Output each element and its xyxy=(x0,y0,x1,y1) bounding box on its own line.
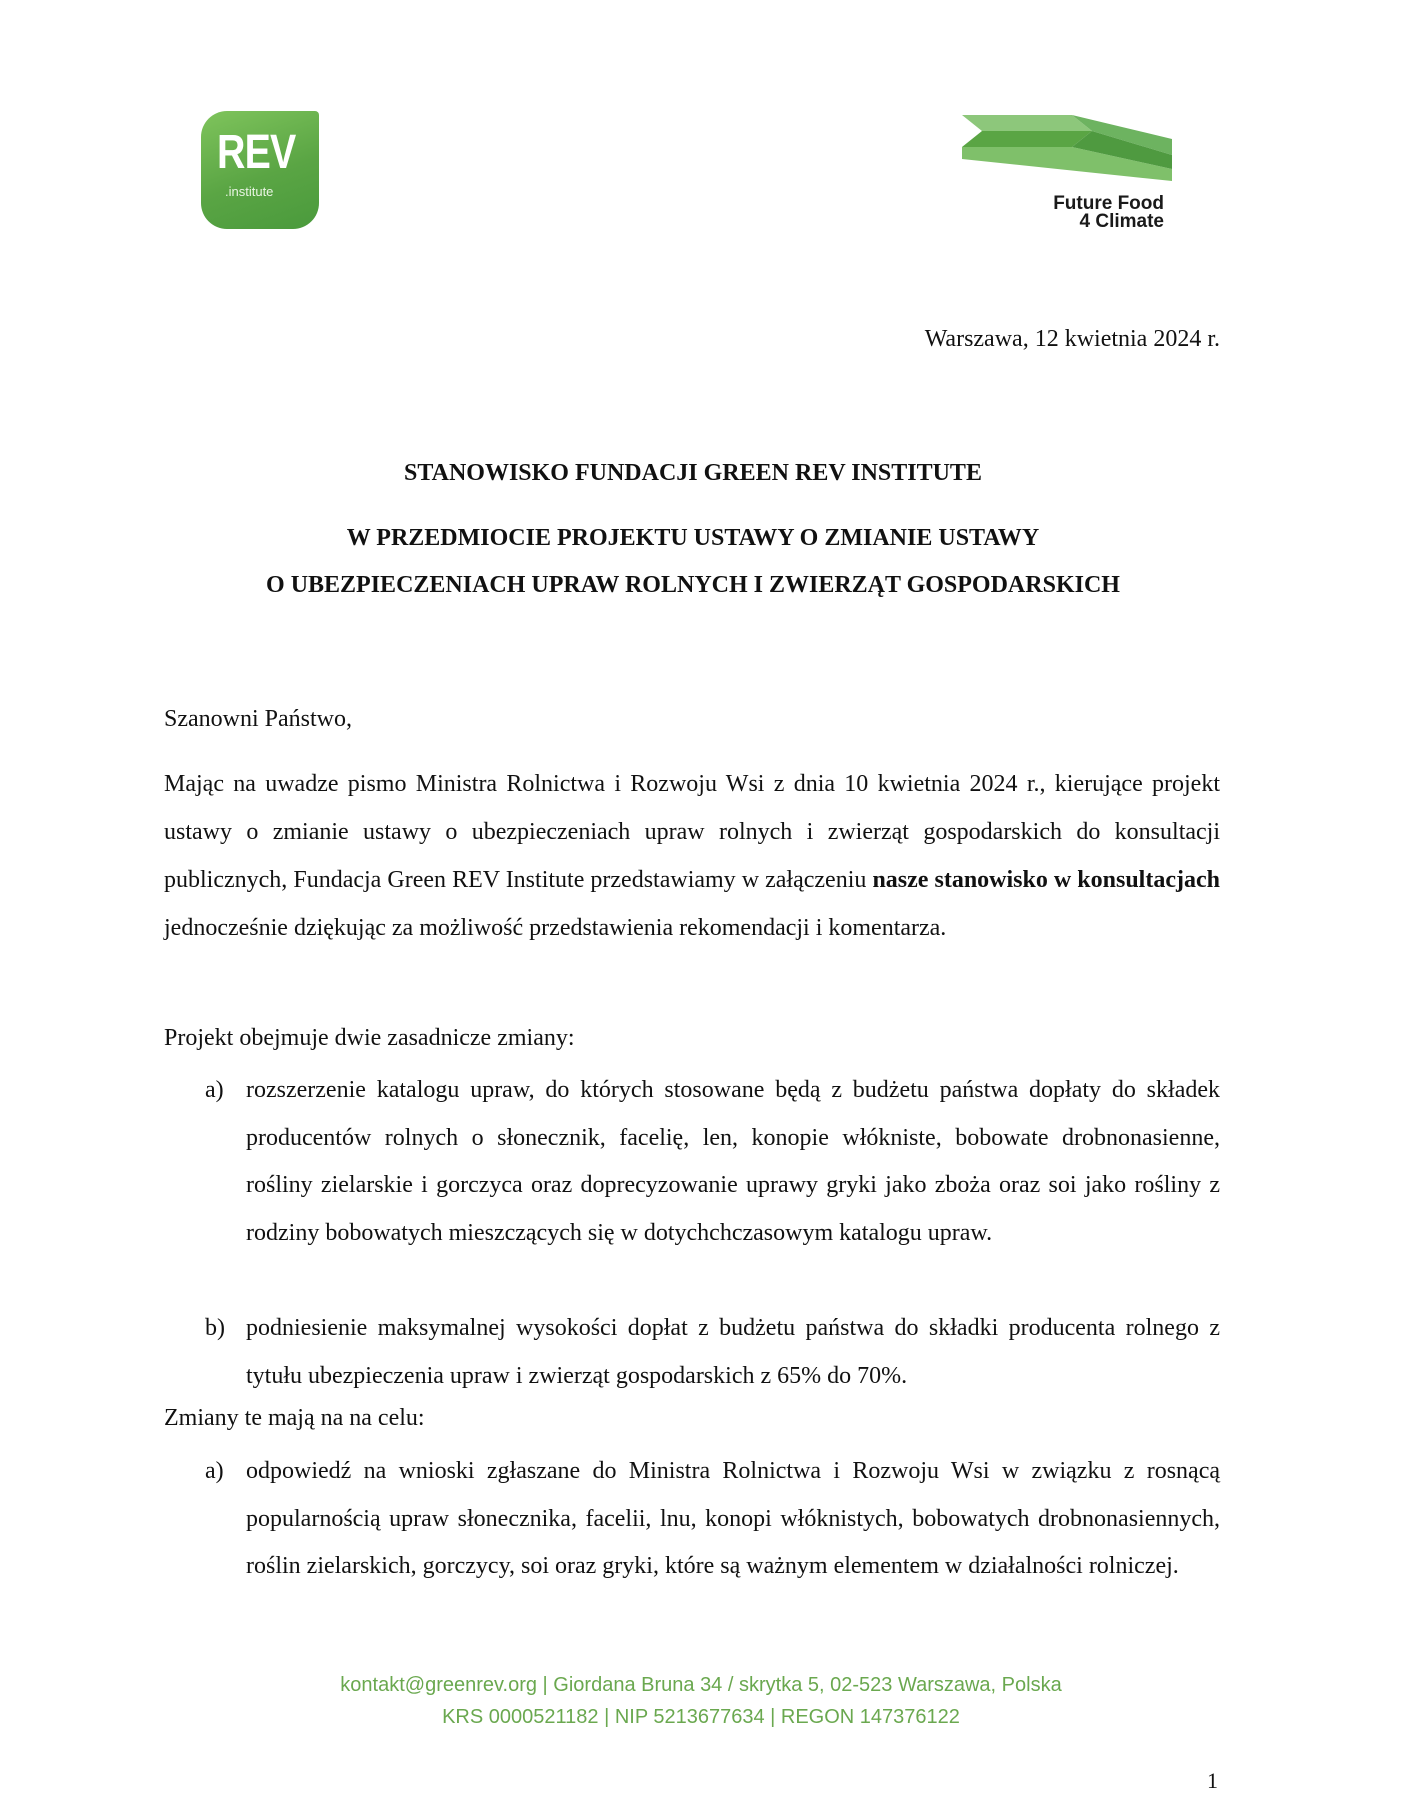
list-item xyxy=(205,1067,1220,1257)
rev-institute-logo xyxy=(201,111,319,229)
footer-contact: kontakt@greenrev.org | Giordana Bruna 34 / skrytka 5, 02-523 Warszawa, Polska xyxy=(340,1674,1062,1696)
ffc-logo-line1: Future Food xyxy=(1053,193,1164,214)
rev-logo-subtext: .institute xyxy=(225,184,274,199)
intro-text-start: Mając na uwadze pismo Ministra Rolnictwa i Rozwoju Wsi z dnia 10 kwietnia 2024 r., kierujące projekt ustawy o zmianie ustawy o ubezpieczeniach upraw rolnych i zwierząt gospodarskich do konsultacji publicznych, Fundacja Green REV Institute przedstawiamy w załączeniu xyxy=(164,771,1220,893)
list-item-text: podniesienie maksymalnej wysokości dopłat z budżetu państwa do składki producenta rolnego z tytułu ubezpieczenia upraw i zwierząt gospodarskich z 65% do 70%. xyxy=(246,1315,1220,1389)
list-marker: b) xyxy=(205,1315,225,1341)
document-title: STANOWISKO FUNDACJI GREEN REV INSTITUTE xyxy=(404,460,982,486)
future-food-4-climate-logo xyxy=(962,109,1172,234)
list-item-text: odpowiedź na wnioski zgłaszane do Ministra Rolnictwa i Rozwoju Wsi w związku z rosnącą popularnością upraw słonecznika, facelii, lnu, konopi włóknistych, bobowatych drobnonasiennych, roślin zielarskich, gorczycy, soi oraz gryki, które są ważnym elementem w działalności rolniczej. xyxy=(246,1458,1220,1579)
document-subtitle-line2: O UBEZPIECZENIACH UPRAW ROLNYCH I ZWIERZĄT GOSPODARSKICH xyxy=(266,572,1120,598)
footer-registry: KRS 0000521182 | NIP 5213677634 | REGON 147376122 xyxy=(442,1706,960,1728)
changes-lead: Projekt obejmuje dwie zasadnicze zmiany: xyxy=(164,1025,575,1051)
list-marker: a) xyxy=(205,1077,224,1103)
salutation: Szanowni Państwo, xyxy=(164,706,352,732)
intro-text-bold: nasze stanowisko w konsultacjach xyxy=(872,867,1220,893)
rev-logo-text: REV xyxy=(217,126,296,179)
list-item xyxy=(205,1448,1220,1591)
document-subtitle-line1: W PRZEDMIOCIE PROJEKTU USTAWY O ZMIANIE USTAWY xyxy=(346,525,1040,551)
goals-lead: Zmiany te mają na na celu: xyxy=(164,1405,425,1431)
list-item-text: rozszerzenie katalogu upraw, do których stosowane będą z budżetu państwa dopłaty do składek producentów rolnych o słonecznik, facelię, len, konopie włókniste, bobowate drobnonasienne, rośliny zielarskie i gorczyca oraz doprecyzowanie uprawy gryki jako zboża oraz soi jako rośliny z rodziny bobowatych mieszczących się w dotychchczasowym katalogu upraw. xyxy=(246,1077,1220,1246)
intro-text-end: jednocześnie dziękując za możliwość przedstawienia rekomendacji i komentarza. xyxy=(164,915,947,941)
page-number: 1 xyxy=(1207,1768,1218,1793)
ffc-logo-line2: 4 Climate xyxy=(1079,211,1164,232)
ffc-ribbon-icon xyxy=(962,109,1172,189)
list-marker: a) xyxy=(205,1458,224,1484)
intro-paragraph xyxy=(164,760,1220,952)
letter-date: Warszawa, 12 kwietnia 2024 r. xyxy=(924,326,1220,352)
list-item xyxy=(205,1305,1220,1400)
